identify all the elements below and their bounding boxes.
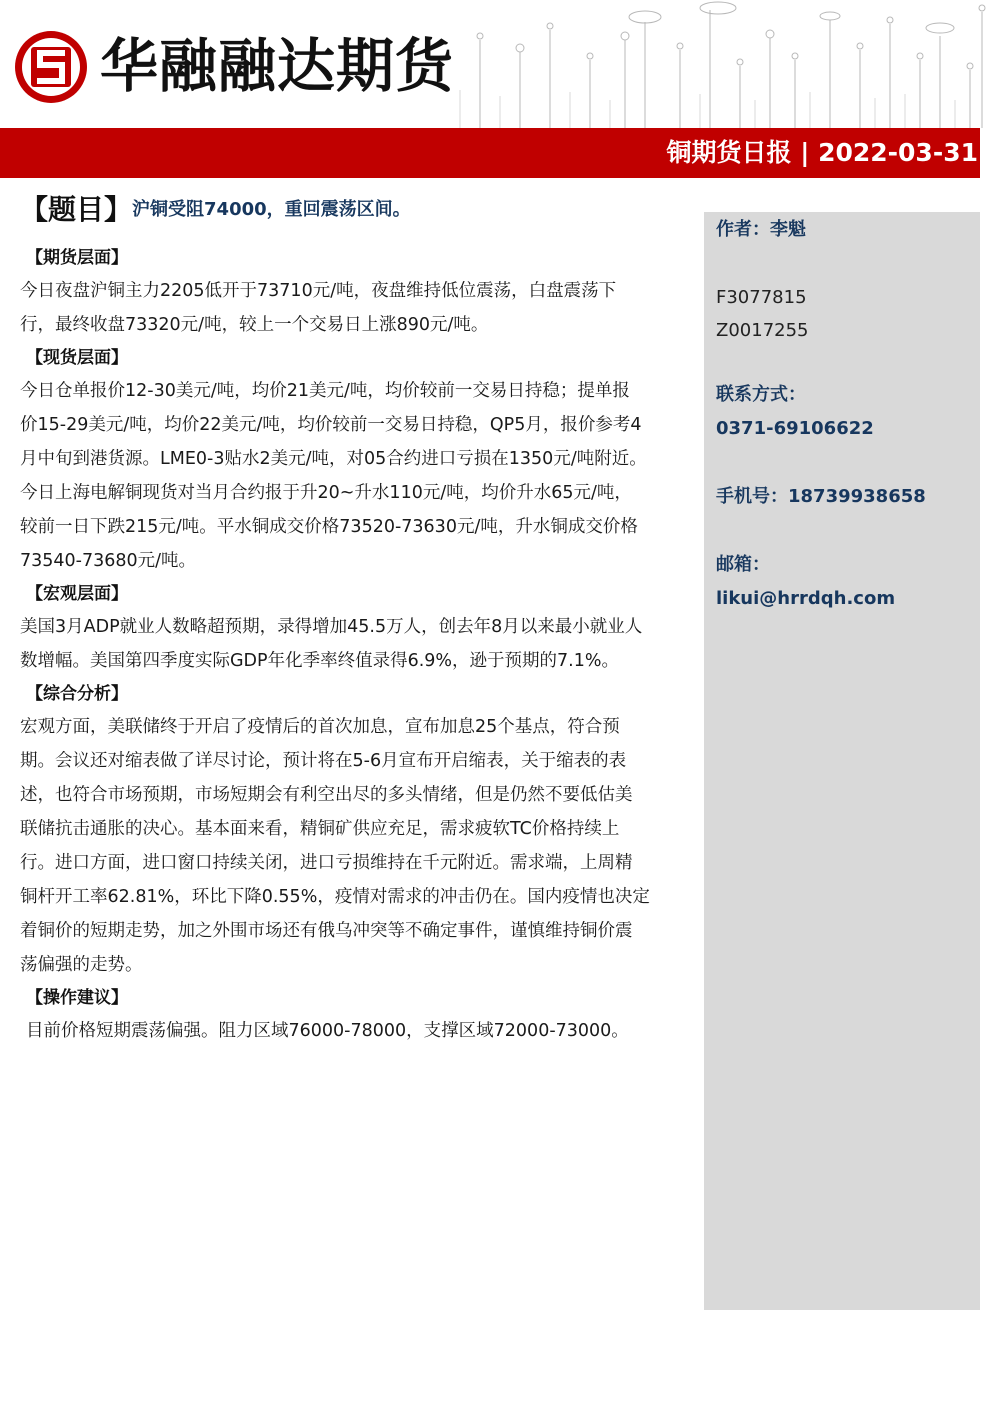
- paragraph-analysis: [20, 710, 692, 982]
- contact-label: 联系方式：: [716, 384, 806, 405]
- text-line: 期。会议还对缩表做了详尽讨论，预计将在5-6月宣布开启缩表，关于缩表的表: [20, 751, 627, 771]
- paragraph-macro: [20, 610, 692, 678]
- text-line: 今日夜盘沪铜主力2205低开于73710元/吨，夜盘维持低位震荡，白盘震荡下: [20, 281, 617, 301]
- paragraph-futures: [20, 274, 692, 342]
- paragraph-advice: [20, 1014, 692, 1048]
- email-label: 邮箱：: [716, 554, 770, 575]
- text-line: 较前一日下跌215元/吨。平水铜成交价格73520-73630元/吨，升水铜成交价格: [20, 517, 638, 537]
- brand-s-seal-icon: [12, 28, 90, 106]
- section-heading-advice: 【操作建议】: [26, 988, 128, 1008]
- subject-text: 沪铜受阻74000，重回震荡区间。: [132, 199, 411, 220]
- text-line: 目前价格短期震荡偏强。阻力区域76000-78000，支撑区域72000-73000。: [26, 1021, 629, 1041]
- section-heading-spot: 【现货层面】: [26, 348, 128, 368]
- text-line: 今日仓单报价12-30美元/吨，均价21美元/吨，均价较前一交易日持稳；提单报: [20, 381, 630, 401]
- section-heading-analysis: 【综合分析】: [26, 684, 128, 704]
- text-line: 述，也符合市场预期，市场短期会有利空出尽的多头情绪，但是仍然不要低估美: [20, 785, 633, 805]
- report-title: 铜期货日报 | 2022-03-31: [666, 138, 978, 167]
- text-line: 行。进口方面，进口窗口持续关闭，进口亏损维持在千元附近。需求端，上周精: [20, 853, 633, 873]
- report-body: [20, 188, 692, 1048]
- text-line: 73540-73680元/吨。: [20, 551, 197, 571]
- mobile-number: 手机号：18739938658: [716, 486, 926, 507]
- text-line: 价15-29美元/吨，均价22美元/吨，均价较前一交易日持稳，QP5月，报价参考4: [20, 415, 642, 435]
- text-line: 联储抗击通胀的决心。基本面来看，精铜矿供应充足，需求疲软TC价格持续上: [20, 819, 620, 839]
- contact-phone: 0371-69106622: [716, 418, 874, 439]
- paragraph-spot: [20, 374, 692, 578]
- report-header: [0, 0, 992, 182]
- subject-label: 【题目】: [20, 193, 133, 226]
- author-cert-1: F3077815: [716, 287, 807, 308]
- header-decoration: [440, 0, 992, 128]
- text-line: 月中旬到港货源。LME0-3贴水2美元/吨，对05合约进口亏损在1350元/吨附近。: [20, 449, 647, 469]
- brand-name: 华融融达期货: [100, 32, 455, 100]
- author-cert-2: Z0017255: [716, 320, 809, 341]
- author-sidebar: [704, 212, 980, 1310]
- text-line: 铜杆开工率62.81%，环比下降0.55%，疫情对需求的冲击仍在。国内疫情也决定: [20, 887, 650, 907]
- email-address: likui@hrrdqh.com: [716, 588, 896, 609]
- text-line: 行，最终收盘73320元/吨，较上一个交易日上涨890元/吨。: [20, 315, 489, 335]
- report-subject: [20, 188, 692, 228]
- section-heading-macro: 【宏观层面】: [26, 584, 128, 604]
- author-name: 作者：李魁: [716, 219, 806, 240]
- text-line: 宏观方面，美联储终于开启了疫情后的首次加息，宣布加息25个基点，符合预: [20, 717, 620, 737]
- text-line: 荡偏强的走势。: [20, 955, 143, 975]
- section-heading-futures: 【期货层面】: [26, 248, 128, 268]
- text-line: 着铜价的短期走势，加之外围市场还有俄乌冲突等不确定事件，谨慎维持铜价震: [20, 921, 633, 941]
- text-line: 今日上海电解铜现货对当月合约报于升20~升水110元/吨，均价升水65元/吨，: [20, 483, 632, 503]
- text-line: 数增幅。美国第四季度实际GDP年化季率终值录得6.9%，逊于预期的7.1%。: [20, 651, 620, 671]
- text-line: 美国3月ADP就业人数略超预期，录得增加45.5万人，创去年8月以来最小就业人: [20, 617, 643, 637]
